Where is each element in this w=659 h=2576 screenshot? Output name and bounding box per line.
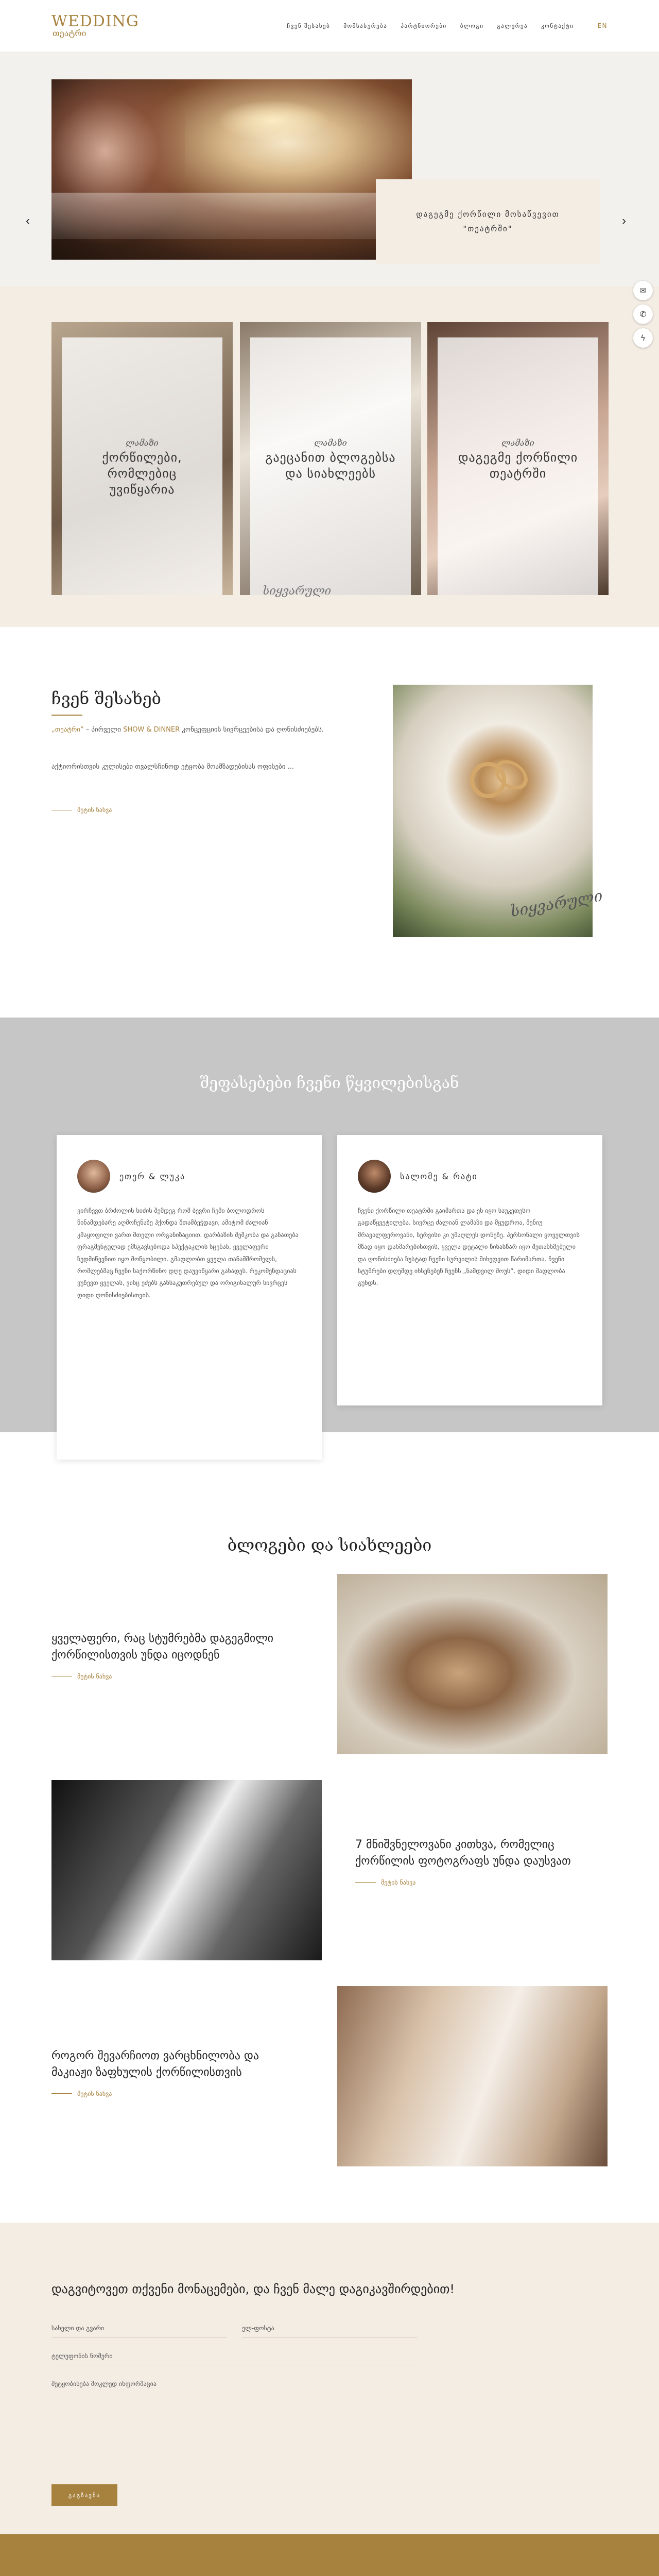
- blog-title: ბლოგები და სიახლეები: [227, 1535, 432, 1555]
- avatar: [77, 1160, 110, 1193]
- hero-caption: [376, 179, 600, 264]
- blog-section: [0, 1494, 659, 2223]
- about-intro-end: კონცეფციის სივრცეებისა და ღონისძიებებს.: [180, 726, 324, 734]
- hero-image: [51, 79, 412, 260]
- name-field[interactable]: სახელი და გვარი: [51, 2325, 227, 2337]
- about-intro-gold: SHOW & DINNER: [120, 726, 180, 734]
- service-script: ლამაზი: [501, 438, 534, 448]
- service-title: გაეცანით ბლოგებსა და სიახლეებს: [265, 450, 396, 481]
- nav-contact[interactable]: კონტაქტი: [541, 22, 574, 29]
- contact-form-section: [0, 2223, 659, 2534]
- reviews-section: [0, 1018, 659, 1494]
- hero-table: [51, 193, 412, 239]
- logo[interactable]: [51, 14, 139, 38]
- blog-post-title[interactable]: 7 მნიშვნელოვანი კითხვა, რომელიც ქორწილის ფოტოგრაფს უნდა დაუსვათ: [355, 1838, 571, 1868]
- review-card: [337, 1135, 602, 1405]
- avatar: [358, 1160, 391, 1193]
- service-card-weddings[interactable]: [51, 322, 233, 595]
- message-field[interactable]: შეტყობინება მოკლედ ინფორმაცია: [51, 2380, 157, 2387]
- blog-post: [51, 1574, 608, 1759]
- about-section: [0, 627, 659, 1018]
- blog-post: [51, 1986, 608, 2172]
- floating-contact-icons: [633, 281, 653, 348]
- hero-slider: [0, 52, 659, 286]
- blog-post-more-link[interactable]: მეტის ნახვა: [51, 1673, 288, 1680]
- review-text: ჩვენი ქორწილი თეატრში გაიმართა და ეს იყო საუკეთესო გადაწყვეტილება. სივრცე ძალიან ლამაზი და მყუდროა, მენიუ მრავალფეროვანი, სერვისი კი უმაღლეს დონეზე. პერსონალი ყოველთვის მზად იყო დახმარებისთვის, ყველა დეტალი წინასწარ იყო შეთანხმებული და ღონისძიება ზუსტად ჩვენი სურვილის მიხედვით წარიმართა. ჩვენი სტუმრები დღემდე იხსენებენ ჩვენს „ნამდვილ შოუს“. დიდი მადლობა გუნდს.: [358, 1207, 580, 1287]
- email-field[interactable]: ელ-ფოსტა: [242, 2325, 417, 2337]
- review-card: [57, 1135, 322, 1460]
- service-title: ქორწილები, რომლებიც უვიწყარია: [102, 450, 182, 497]
- hero-next-button[interactable]: ›: [622, 214, 626, 228]
- phone-field[interactable]: ტელეფონის ნომერი: [51, 2352, 417, 2365]
- about-intro-brand: „თეატრი“: [51, 726, 84, 734]
- email-icon[interactable]: ✉: [633, 281, 653, 300]
- service-script: ლამაზი: [126, 438, 159, 448]
- main-nav: [287, 22, 608, 29]
- hero-caption-line1: დაგეგმე ქორწილი მოსაწვევით: [416, 210, 560, 219]
- blog-post-image[interactable]: [51, 1780, 322, 1960]
- about-more-link[interactable]: მეტის ნახვა: [51, 806, 112, 814]
- contact-title: დაგვიტოვეთ თქვენი მონაცემები, და ჩვენ მალე დაგიკავშირდებით!: [51, 2282, 455, 2296]
- nav-partners[interactable]: პარტნიორები: [401, 22, 447, 29]
- blog-post: [51, 1780, 608, 1965]
- service-panel: [250, 337, 411, 595]
- review-head: [358, 1160, 582, 1193]
- services-section: [0, 286, 659, 627]
- review-head: [77, 1160, 301, 1193]
- about-signature: სიყვარული: [509, 887, 604, 921]
- service-panel: [62, 337, 222, 595]
- hero-prev-button[interactable]: ‹: [26, 214, 30, 228]
- service-card-plan[interactable]: [427, 322, 609, 595]
- logo-main-text: WEDDING: [51, 12, 139, 30]
- service-script: ლამაზი: [314, 438, 347, 448]
- blog-post-image[interactable]: [337, 1986, 608, 2166]
- nav-gallery[interactable]: გალერეა: [497, 22, 528, 29]
- nav-about[interactable]: ჩვენ შესახებ: [287, 22, 331, 29]
- blog-post-title[interactable]: ყველაფერი, რაც სტუმრებმა დაგეგმილი ქორწილისთვის უნდა იცოდნენ: [51, 1632, 274, 1662]
- whatsapp-icon[interactable]: ✆: [633, 304, 653, 324]
- review-text: ვირჩევთ ბრძოლის სიძის შემდეგ რომ ბევრი ჩემი ბოლოდროს წინამდებარე აღმოჩენაზე ჰქონდა შთამბეჭდავი, ამიტომ ძალიან კმაყოფილი ვართ მთელი ორგანიზაციით. დარბაზის შემკობა და განათება ფრაგმენტულად ემსგავსებოდა სპექტაკლის სცენას, ყველაფერი ზედმიწევნით იყო მოწყობილი. გმადლობთ ყველა თანამშრომელს, რომლებმაც ჩვენი საქორწინო დღე დაუვიწყარი გახადეს. რეკომენდაციას ვუწევთ ყველას, ვინც ეძებს განსაკუთრებულ და ორიგინალურ სივრცეს დიდი ღონისძიებისთვის.: [77, 1207, 299, 1299]
- review-author: სალომე & რატი: [400, 1171, 478, 1181]
- about-text: აქტიორისთვის კულისები თვალსჩინოდ ეტყობა მოამზადებისას ოფისები ...: [51, 763, 294, 771]
- hero-chandelier: [216, 100, 330, 141]
- blog-post-info: [51, 2048, 288, 2097]
- service-title: დაგეგმე ქორწილი თეატრში: [458, 450, 578, 481]
- nav-blog[interactable]: ბლოგი: [460, 22, 484, 29]
- blog-post-info: [355, 1837, 592, 1886]
- messenger-icon[interactable]: ϟ: [633, 328, 653, 348]
- site-header: [0, 0, 659, 52]
- about-intro: [51, 725, 350, 736]
- service-panel: [438, 337, 598, 595]
- about-title: ჩვენ შესახებ: [51, 689, 161, 708]
- blog-post-title[interactable]: როგორ შევარჩიოთ ვარცხნილობა და მაკიაჟი ზაფხულის ქორწილისთვის: [51, 2049, 259, 2079]
- about-intro-rest: – პირველი: [83, 726, 121, 734]
- blog-post-more-link[interactable]: მეტის ნახვა: [355, 1879, 592, 1886]
- blog-post-more-link[interactable]: მეტის ნახვა: [51, 2090, 288, 2097]
- review-author: ეთერ & ლუკა: [119, 1171, 186, 1181]
- about-divider: [51, 715, 82, 716]
- service-card-blogs[interactable]: [240, 322, 421, 595]
- blog-post-image[interactable]: [337, 1574, 608, 1754]
- services-signature: სიყვარული: [263, 585, 332, 598]
- nav-services[interactable]: მომსახურება: [343, 22, 388, 29]
- hero-caption-line2: "თეატრში": [463, 224, 513, 233]
- site-footer: [0, 2534, 659, 2576]
- send-button[interactable]: გაგზავნა: [51, 2484, 117, 2506]
- blog-post-info: [51, 1631, 288, 1680]
- reviews-title: შეფასებები ჩვენი წყვილებისგან: [200, 1074, 459, 1092]
- logo-sub-text: თეატრი: [53, 28, 86, 38]
- language-switch[interactable]: EN: [597, 22, 608, 29]
